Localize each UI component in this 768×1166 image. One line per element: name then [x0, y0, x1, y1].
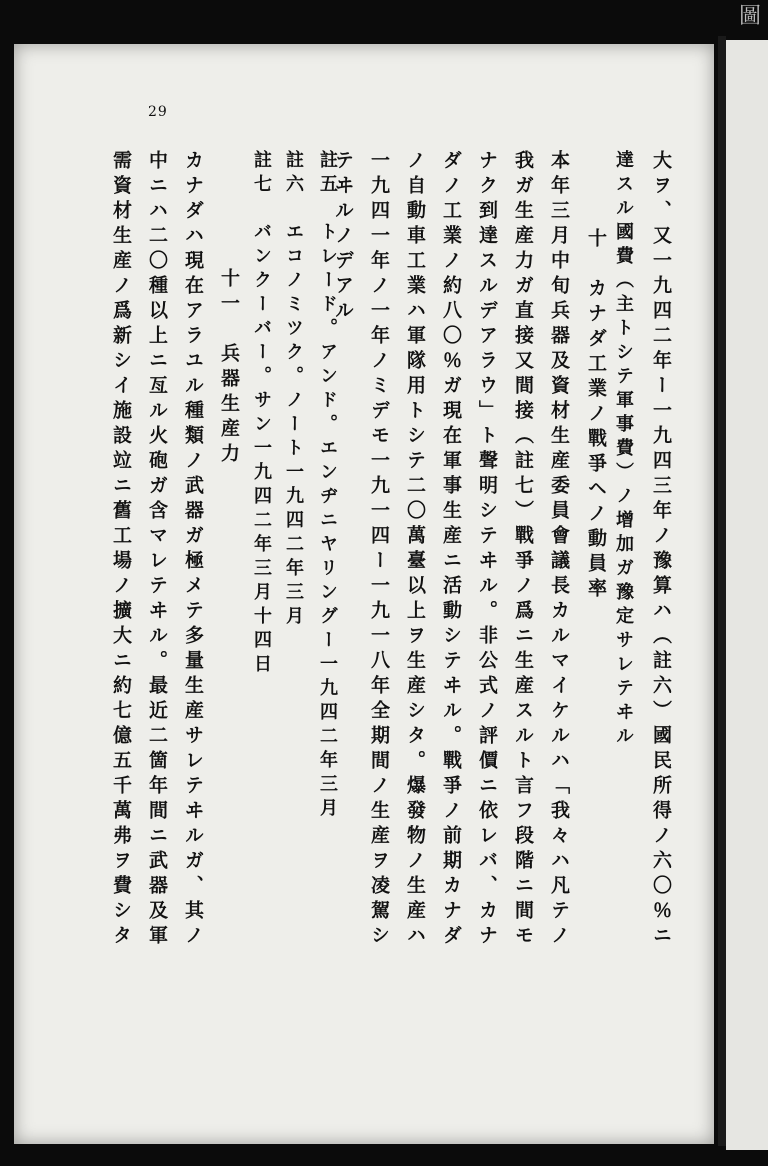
- text-column-3: 本年三月中旬兵器及資材生産委員會議長カルマイケルハ「我々ハ凡テノ: [548, 150, 570, 950]
- footnote-5: 註五 トレード。アンド。エンヂニヤリングー一九四二年三月: [317, 150, 338, 822]
- text-column-12: 需資材生産ノ爲新シイ施設竝ニ舊工場ノ擴大ニ約七億五千萬弗ヲ費シタ: [110, 150, 132, 950]
- footnote-6: 註六 エコノミツク。ノート一九四二年三月: [283, 150, 304, 630]
- text-column-11: 中ニハ二〇種以上ニ亙ル火砲ガ含マレテヰル。最近二箇年間ニ武器及軍: [146, 150, 168, 950]
- text-column-6: ダノ工業ノ約八〇％ガ現在軍事生産ニ活動シテヰル。戰爭ノ前期カナダ: [440, 150, 462, 950]
- text-column-8: 一九四一年ノ一年ノミデモ一九一四ー一九一八年全期間ノ生産ヲ凌駕シ: [368, 150, 390, 950]
- next-page-edge: [726, 40, 768, 1150]
- footnote-7: 註七 バンクーバー。サン一九四二年三月十四日: [251, 150, 272, 678]
- text-column-2: 達スル國費（主トシテ軍事費）ノ增加ガ豫定サレテヰル: [613, 150, 634, 750]
- page-gutter: [718, 36, 726, 1146]
- corner-glyph: 圖: [738, 4, 761, 29]
- text-column-9: テヰルノデアル: [332, 150, 354, 325]
- section-heading-11: 十一 兵器生産力: [218, 268, 240, 468]
- section-heading-10: 十 カナダ工業ノ戰爭ヘノ動員率: [585, 228, 607, 603]
- page-number: 29: [148, 104, 168, 120]
- text-column-10: カナダハ現在アラユル種類ノ武器ガ極メテ多量生産サレテヰルガ、其ノ: [182, 150, 204, 950]
- text-column-1: 大ヲ、又一九四二年ー一九四三年ノ豫算ハ（註六）國民所得ノ六〇％ニ: [650, 150, 672, 950]
- text-column-7: ノ自動車工業ハ軍隊用トシテ二〇萬臺以上ヲ生産シタ。爆發物ノ生産ハ: [404, 150, 426, 950]
- text-column-4: 我ガ生産力ガ直接又間接（註七）戰爭ノ爲ニ生産スルト言フ段階ニ間モ: [512, 150, 534, 950]
- text-column-5: ナク到達スルデアラウ」ト聲明シテヰル。非公式ノ評價ニ依レバ、カナ: [476, 150, 498, 950]
